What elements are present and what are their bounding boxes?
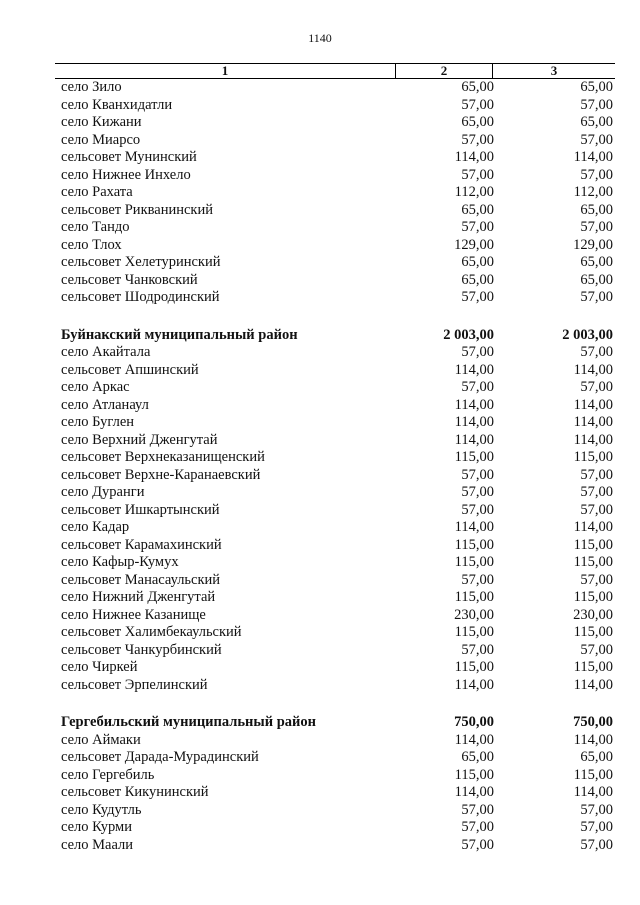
table-row [55,767,615,785]
table-row [55,397,615,415]
table-row [55,272,615,290]
value-col-2: 114,00 [454,431,494,448]
settlement-name: сельсовет Чанковский [61,271,198,288]
table-row [55,519,615,537]
table-row [55,642,615,660]
value-col-2: 57,00 [461,484,494,500]
settlement-name: село Нижнее Инхело [61,166,191,183]
value-col-2: 115,00 [454,589,494,605]
value-col-3: 114,00 [573,414,613,430]
value-col-3: 57,00 [580,289,613,305]
header-col-3: 3 [550,63,558,78]
value-col-2: 57,00 [461,131,494,148]
value-col-2: 65,00 [461,201,494,218]
district-row [55,327,615,345]
settlement-name: сельсовет Карамахинский [61,536,222,553]
table-body [55,79,615,854]
table-row [55,254,615,272]
value-col-3: 57,00 [580,571,613,588]
settlement-name: сельсовет Кикунинский [61,784,209,800]
value-col-2: 114,00 [454,149,494,165]
value-col-3: 112,00 [573,184,613,200]
settlement-name: сельсовет Ишкартынский [61,501,220,518]
settlement-name: село Дуранги [61,484,145,500]
settlement-name: село Буглен [61,414,135,430]
page-number: 1140 [308,31,332,45]
value-col-3: 65,00 [580,79,613,95]
value-col-3: 115,00 [573,554,613,570]
value-col-3: 115,00 [573,624,613,640]
value-col-2: 230,00 [454,606,494,623]
value-col-3: 57,00 [580,484,613,500]
table-row [55,414,615,432]
table-row [55,677,615,695]
value-col-3: 57,00 [580,344,613,360]
table-row [55,819,615,837]
value-col-2: 57,00 [461,836,494,853]
settlement-name: село Курми [61,819,132,835]
settlement-name: сельсовет Верхне-Каранаевский [61,466,261,483]
table-row [55,732,615,750]
value-col-2: 65,00 [461,271,494,288]
value-col-3: 65,00 [580,749,613,765]
table-row [55,184,615,202]
table-row [55,237,615,255]
value-col-3: 57,00 [580,131,613,148]
value-col-3: 114,00 [573,676,613,693]
value-col-2: 115,00 [454,659,494,675]
settlement-name: сельсовет Халимбекаульский [61,624,242,640]
table-row [55,502,615,520]
settlement-name: село Верхний Дженгутай [61,431,218,448]
table-row [55,659,615,677]
value-col-3: 57,00 [580,641,613,658]
settlement-name: сельсовет Чанкурбинский [61,641,222,658]
table-row [55,379,615,397]
settlement-name: село Аркас [61,379,130,395]
table-header [55,63,615,79]
value-col-3: 114,00 [573,519,613,535]
section-spacer [55,307,615,327]
table-row [55,624,615,642]
value-col-2: 2 003,00 [443,326,494,343]
value-col-2: 57,00 [461,379,494,395]
value-col-3: 115,00 [573,536,613,553]
value-col-2: 57,00 [461,571,494,588]
value-col-2: 114,00 [454,396,494,413]
value-col-2: 57,00 [461,641,494,658]
value-col-3: 65,00 [580,201,613,218]
value-col-3: 57,00 [580,96,613,113]
value-col-2: 115,00 [454,536,494,553]
table-row [55,344,615,362]
settlement-name: село Нижний Дженгутай [61,589,216,605]
table-row [55,749,615,767]
table-row [55,432,615,450]
value-col-3: 57,00 [580,501,613,518]
value-col-2: 57,00 [461,466,494,483]
value-col-3: 115,00 [573,766,613,783]
value-col-3: 57,00 [580,166,613,183]
value-col-2: 65,00 [461,114,494,130]
settlement-name: сельсовет Манасаульский [61,571,221,588]
district-row [55,714,615,732]
value-col-2: 57,00 [461,96,494,113]
settlement-name: село Кванхидатли [61,96,173,113]
settlement-name: сельсовет Апшинский [61,361,199,378]
settlement-name: село Рахата [61,184,133,200]
value-col-3: 114,00 [573,396,613,413]
settlement-name: сельсовет Дарада-Мурадинский [61,749,259,765]
settlement-name: село Тандо [61,219,130,235]
value-col-2: 57,00 [461,166,494,183]
table-row [55,802,615,820]
table-row [55,572,615,590]
table-row [55,219,615,237]
settlement-name: село Миарсо [61,131,141,148]
settlement-name: село Гергебиль [61,766,155,783]
table-row [55,202,615,220]
value-col-2: 115,00 [454,624,494,640]
value-col-2: 129,00 [454,236,494,253]
section-spacer [55,694,615,714]
table-row [55,589,615,607]
settlement-name: сельсовет Шодродинский [61,289,220,305]
value-col-2: 57,00 [461,344,494,360]
value-col-2: 115,00 [454,554,494,570]
value-col-2: 112,00 [454,184,494,200]
settlement-name: село Зило [61,79,122,95]
value-col-2: 114,00 [454,731,494,748]
value-col-3: 115,00 [573,449,613,465]
settlement-name: сельсовет Хелетуринский [61,254,221,270]
settlement-name: сельсовет Эрпелинский [61,676,208,693]
value-col-2: 114,00 [454,784,494,800]
value-col-3: 2 003,00 [562,326,613,343]
table-row [55,537,615,555]
table-row [55,607,615,625]
table-row [55,79,615,97]
value-col-2: 115,00 [454,766,494,783]
value-col-2: 65,00 [461,749,494,765]
value-col-2: 114,00 [454,361,494,378]
settlement-name: село Маали [61,836,134,853]
value-col-2: 57,00 [461,801,494,818]
allocation-table [55,63,615,854]
value-col-3: 57,00 [580,219,613,235]
settlement-name: село Тлох [61,236,122,253]
settlement-name: село Атланаул [61,396,149,413]
table-row [55,554,615,572]
value-col-3: 114,00 [573,149,613,165]
table-row [55,167,615,185]
value-col-3: 65,00 [580,271,613,288]
value-col-2: 57,00 [461,819,494,835]
table-row [55,362,615,380]
value-col-2: 57,00 [461,219,494,235]
value-col-3: 65,00 [580,114,613,130]
settlement-name: село Кудутль [61,801,142,818]
value-col-2: 114,00 [454,414,494,430]
table-row [55,784,615,802]
value-col-2: 114,00 [454,519,494,535]
value-col-2: 114,00 [454,676,494,693]
value-col-2: 115,00 [454,449,494,465]
value-col-3: 57,00 [580,379,613,395]
settlement-name: село Аймаки [61,731,141,748]
value-col-3: 114,00 [573,784,613,800]
value-col-3: 57,00 [580,819,613,835]
value-col-2: 65,00 [461,79,494,95]
value-col-3: 230,00 [573,606,613,623]
table-row [55,837,615,855]
settlement-name: сельсовет Верхнеказанищенский [61,449,265,465]
district-name: Буйнакский муниципальный район [61,326,298,343]
value-col-3: 57,00 [580,801,613,818]
value-col-3: 114,00 [573,731,613,748]
table-row [55,289,615,307]
value-col-3: 129,00 [573,236,613,253]
table-row [55,484,615,502]
value-col-3: 114,00 [573,361,613,378]
district-name: Гергебильский муниципальный район [61,714,316,730]
value-col-3: 115,00 [573,589,613,605]
settlement-name: сельсовет Рикванинский [61,201,213,218]
value-col-2: 57,00 [461,501,494,518]
value-col-2: 57,00 [461,289,494,305]
value-col-3: 114,00 [573,431,613,448]
settlement-name: село Нижнее Казанище [61,606,206,623]
table-row [55,132,615,150]
table-row [55,114,615,132]
header-col-1: 1 [55,64,396,78]
settlement-name: село Кижани [61,114,142,130]
settlement-name: сельсовет Мунинский [61,149,197,165]
value-col-3: 57,00 [580,836,613,853]
value-col-3: 750,00 [573,714,613,730]
table-row [55,449,615,467]
settlement-name: село Акайтала [61,344,151,360]
settlement-name: село Кадар [61,519,130,535]
table-row [55,97,615,115]
value-col-3: 115,00 [573,659,613,675]
value-col-2: 65,00 [461,254,494,270]
value-col-2: 750,00 [454,714,494,730]
settlement-name: село Чиркей [61,659,138,675]
table-row [55,467,615,485]
value-col-3: 57,00 [580,466,613,483]
header-col-2: 2 [396,64,493,78]
value-col-3: 65,00 [580,254,613,270]
table-row [55,149,615,167]
settlement-name: село Кафыр-Кумух [61,554,179,570]
